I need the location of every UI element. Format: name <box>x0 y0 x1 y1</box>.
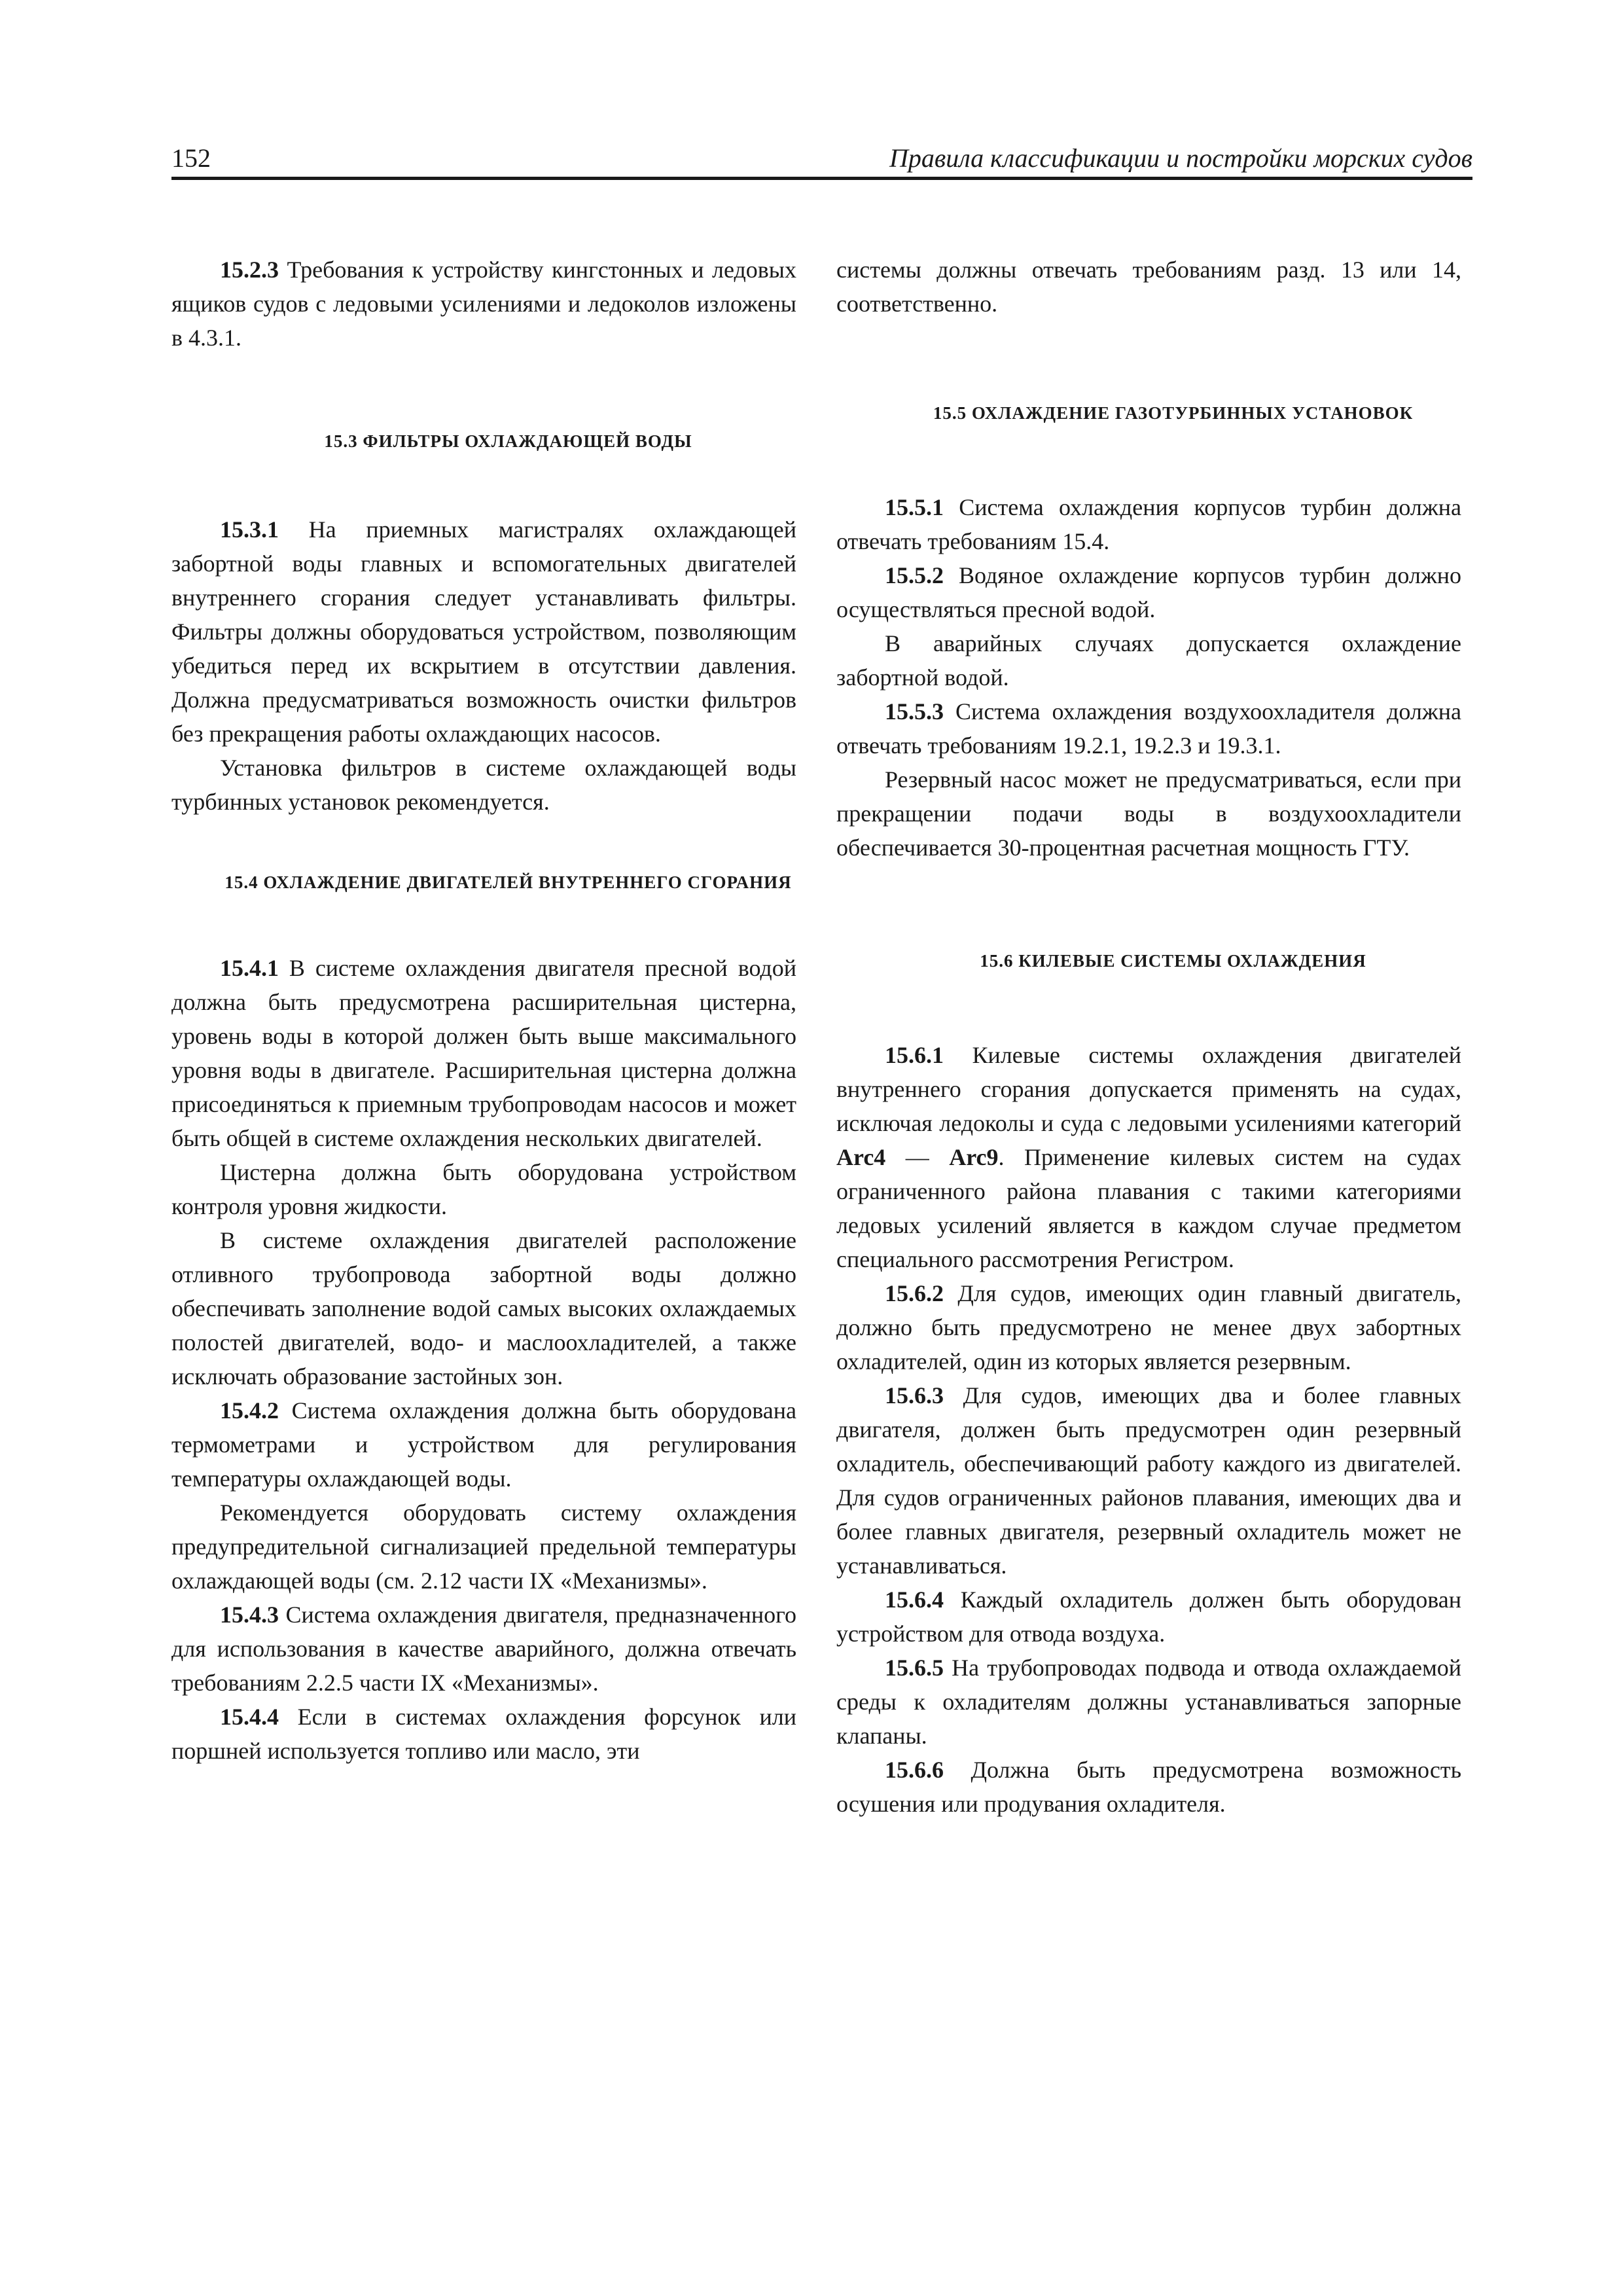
spacer <box>171 896 796 951</box>
paragraph-15-4-2 <box>171 1393 796 1496</box>
clause-text: Для судов, имеющих один главный двигатель, должно быть предусмотрено не менее двух забортных охладителей, один из которых является резервным. <box>836 1280 1461 1374</box>
paragraph-15-3-1 <box>171 512 796 751</box>
clause-number: 15.6.3 <box>885 1382 944 1408</box>
clause-number: 15.6.5 <box>885 1655 944 1681</box>
header-rule <box>171 177 1472 180</box>
clause-text: На трубопроводах подвода и отвода охлаждаемой среды к охладителям должны устанавливаться запорные клапаны. <box>836 1655 1461 1749</box>
clause-text: Должна быть предусмотрена возможность осушения или продувания охладителя. <box>836 1757 1461 1817</box>
paragraph-15-4-3 <box>171 1598 796 1700</box>
paragraph-reserve-pump: Резервный насос может не предусматриваться, если при прекращении подачи воды в воздухоохладители обеспечивается 30-процентная расчетная мощность ГТУ. <box>836 766 1461 861</box>
spacer <box>171 355 796 427</box>
section-heading-15-3: 15.3 ФИЛЬТРЫ ОХЛАЖДАЮЩЕЙ ВОДЫ <box>324 431 692 451</box>
ice-class-arc4: Arc4 <box>836 1144 886 1170</box>
spacer <box>836 427 1461 490</box>
paragraph-15-5-3 <box>836 694 1461 762</box>
paragraph-emergency-cooling: В аварийных случаях допускается охлаждение забортной водой. <box>836 630 1461 691</box>
clause-number: 15.4.3 <box>220 1602 279 1628</box>
dash: — <box>885 1144 950 1170</box>
clause-number: 15.4.1 <box>220 955 279 981</box>
clause-text: Если в системах охлаждения форсунок или поршней используется топливо или масло, эти <box>171 1704 796 1764</box>
paragraph-15-4-1 <box>171 951 796 1155</box>
clause-number: 15.5.2 <box>885 562 944 588</box>
spacer <box>171 819 796 869</box>
paragraph-15-5-2 <box>836 558 1461 626</box>
clause-number: 15.5.1 <box>885 494 944 520</box>
clause-number: 15.2.3 <box>220 257 279 283</box>
spacer <box>836 975 1461 1038</box>
right-column <box>836 253 1461 1821</box>
paragraph-15-5-1 <box>836 490 1461 558</box>
clause-text: В системе охлаждения двигателя пресной водой должна быть предусмотрена расширительная цистерна, уровень воды в которой должен быть выше максимального уровня воды в двигателе. Расширительная цистерна должна присоединяться к приемным трубопроводам насосов и может быть общей в системе охлаждения нескольких двигателей. <box>171 955 796 1151</box>
clause-number: 15.6.2 <box>885 1280 944 1306</box>
clause-text: Система охлаждения корпусов турбин должна отвечать требованиям 15.4. <box>836 494 1461 554</box>
paragraph-alarm: Рекомендуется оборудовать систему охлаждения предупредительной сигнализацией предельной температуры охлаждающей воды (см. 2.12 части IX «Механизмы». <box>171 1499 796 1594</box>
clause-number: 15.6.4 <box>885 1587 944 1613</box>
clause-number: 15.4.4 <box>220 1704 279 1730</box>
left-column <box>171 253 796 1768</box>
paragraph-outlet-pipe: В системе охлаждения двигателей расположение отливного трубопровода забортной воды должно обеспечивать заполнение водой самых высоких охлаждаемых полостей двигателей, водо- и маслоохладителей, а также исключать образование застойных зон. <box>171 1227 796 1390</box>
spacer <box>836 321 1461 399</box>
page-number: 152 <box>171 143 211 173</box>
paragraph-15-6-4 <box>836 1583 1461 1651</box>
paragraph-15-6-1 <box>836 1038 1461 1276</box>
clause-text: Система охлаждения должна быть оборудована термометрами и устройством для регулирования температуры охлаждающей воды. <box>171 1397 796 1492</box>
clause-text: Каждый охладитель должен быть оборудован устройством для отвода воздуха. <box>836 1587 1461 1647</box>
paragraph-15-6-2 <box>836 1276 1461 1378</box>
paragraph-15-6-6 <box>836 1753 1461 1821</box>
paragraph-15-6-3 <box>836 1378 1461 1583</box>
clause-number: 15.3.1 <box>220 516 279 543</box>
clause-text: Система охлаждения воздухоохладителя должна отвечать требованиям 19.2.1, 19.2.3 и 19.3.1. <box>836 698 1461 759</box>
clause-number: 15.5.3 <box>885 698 944 725</box>
paragraph-continuation: системы должны отвечать требованиям разд. 13 или 14, соответственно. <box>836 257 1461 317</box>
spacer <box>171 455 796 512</box>
clause-text: Килевые системы охлаждения двигателей внутреннего сгорания допускается применять на судах, исключая ледоколы и суда с ледовыми усилениями категорий <box>836 1042 1461 1136</box>
paragraph-15-2-3 <box>171 253 796 355</box>
clause-text: Требования к устройству кингстонных и ледовых ящиков судов с ледовыми усилениями и ледоколов изложены в 4.3.1. <box>171 257 796 351</box>
clause-text: . Применение килевых систем на судах ограниченного района плавания с такими категориями ледовых усилений является в каждом случае предметом специального рассмотрения Регистром. <box>836 1144 1461 1272</box>
paragraph-tank-level: Цистерна должна быть оборудована устройством контроля уровня жидкости. <box>171 1159 796 1219</box>
clause-number: 15.4.2 <box>220 1397 279 1424</box>
clause-text: Водяное охлаждение корпусов турбин должно осуществляться пресной водой. <box>836 562 1461 622</box>
clause-number: 15.6.6 <box>885 1757 944 1783</box>
clause-text: Для судов, имеющих два и более главных двигателя, должен быть предусмотрен один резервный охладитель, обеспечивающий работу каждого из двигателей. Для судов ограниченных районов плавания, имеющих два и более главных двигателя, резервный охладитель может не устанавливаться. <box>836 1382 1461 1579</box>
spacer <box>836 865 1461 947</box>
ice-class-arc9: Arc9 <box>949 1144 999 1170</box>
clause-text: На приемных магистралях охлаждающей забортной воды главных и вспомогательных двигателей внутреннего сгорания следует устанавливать фильтры. Фильтры должны оборудоваться устройством, позволяющим убедиться перед их вскрытием в отсутствии давления. Должна предусматриваться возможность очистки фильтров без прекращения работы охлаждающих насосов. <box>171 516 796 747</box>
running-title: Правила классификации и постройки морских судов <box>889 143 1472 173</box>
section-heading-15-4: 15.4 ОХЛАЖДЕНИЕ ДВИГАТЕЛЕЙ ВНУТРЕННЕГО СГОРАНИЯ <box>224 872 792 892</box>
section-heading-15-6: 15.6 КИЛЕВЫЕ СИСТЕМЫ ОХЛАЖДЕНИЯ <box>980 951 1366 971</box>
running-header <box>171 143 1472 179</box>
section-heading-15-5: 15.5 ОХЛАЖДЕНИЕ ГАЗОТУРБИННЫХ УСТАНОВОК <box>933 403 1414 423</box>
paragraph-15-6-5 <box>836 1651 1461 1753</box>
clause-number: 15.6.1 <box>885 1042 944 1068</box>
clause-text: Система охлаждения двигателя, предназначенного для использования в качестве аварийного, должна отвечать требованиям 2.2.5 части IX «Механизмы». <box>171 1602 796 1696</box>
paragraph-filters-turbine: Установка фильтров в системе охлаждающей воды турбинных установок рекомендуется. <box>171 755 796 815</box>
paragraph-15-4-4 <box>171 1700 796 1768</box>
